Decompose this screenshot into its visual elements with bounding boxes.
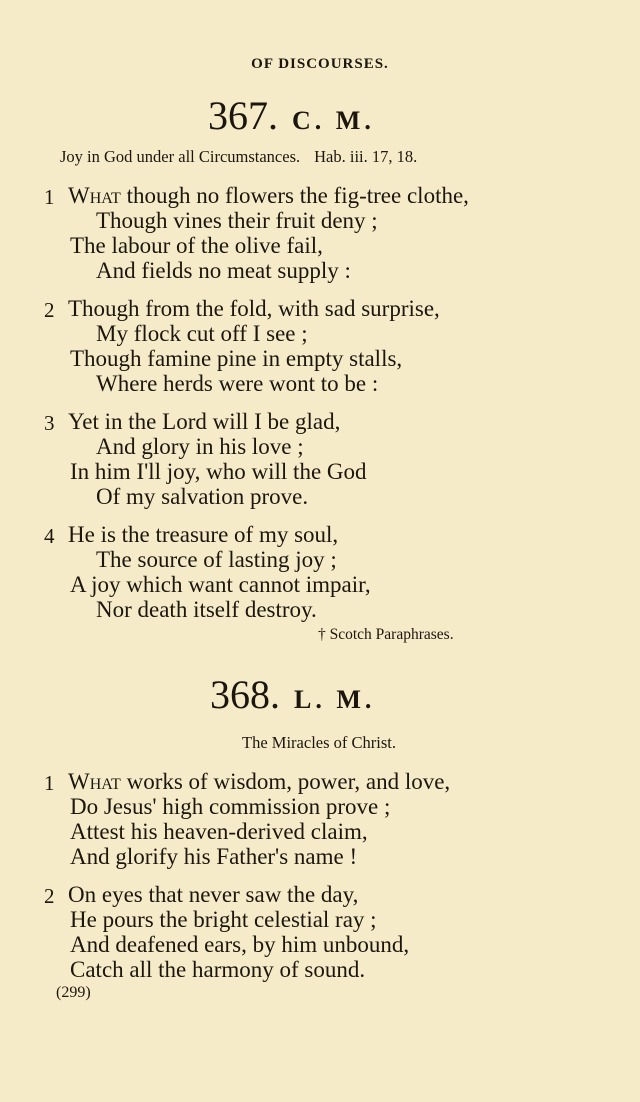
verse-line: And deafened ears, by him unbound, <box>70 932 410 957</box>
verse-line: And fields no meat supply : <box>96 258 351 283</box>
verse-number: 1 <box>44 771 55 795</box>
verse-line: Of my salvation prove. <box>96 484 309 509</box>
verse-line: Do Jesus' high commission prove ; <box>70 794 391 819</box>
hymn-title: Joy in God under all Circumstances. <box>60 147 301 166</box>
verse-line: Yet in the Lord will I be glad, <box>68 409 341 434</box>
hymn-attribution: † Scotch Paraphrases. <box>318 626 454 643</box>
verse-first-word: What <box>68 769 121 794</box>
verse-line: He pours the bright celestial ray ; <box>70 907 377 932</box>
hymn-meter: L. M. <box>294 685 376 714</box>
scripture-reference: Hab. iii. 17, 18. <box>314 147 418 166</box>
verse-line: The source of lasting joy ; <box>96 547 337 572</box>
verse-line: In him I'll joy, who will the God <box>70 459 367 484</box>
running-head: OF DISCOURSES. <box>251 56 389 72</box>
hymn-meter: C. M. <box>292 106 375 135</box>
hymn-subtitle <box>0 733 580 753</box>
verse-line: And glorify his Father's name ! <box>70 844 358 869</box>
verse-line: The labour of the olive fail, <box>70 233 323 258</box>
hymn-subtitle <box>60 147 417 167</box>
verse-number: 3 <box>44 411 55 435</box>
hymn-heading <box>210 671 375 718</box>
verse-first-word: What <box>68 183 121 208</box>
verse-line: What though no flowers the fig-tree clothe, <box>68 183 469 208</box>
verse-number: 1 <box>44 185 55 209</box>
verse-line: My flock cut off I see ; <box>96 321 308 346</box>
verse-line: A joy which want cannot impair, <box>70 572 371 597</box>
page-number: (299) <box>56 984 91 1001</box>
verse-line: Though from the fold, with sad surprise, <box>68 296 440 321</box>
verse-line: Though famine pine in empty stalls, <box>70 346 403 371</box>
verse-line: On eyes that never saw the day, <box>68 882 359 907</box>
hymn-number: 367. <box>208 93 278 138</box>
verse-line: What works of wisdom, power, and love, <box>68 769 451 794</box>
hymn-title: The Miracles of Christ. <box>242 733 396 752</box>
verse-line: He is the treasure of my soul, <box>68 522 339 547</box>
verse-number: 2 <box>44 298 55 322</box>
verse-line: Catch all the harmony of sound. <box>70 957 366 982</box>
verse-line: Attest his heaven-derived claim, <box>70 819 368 844</box>
verse-line: Nor death itself destroy. <box>96 597 317 622</box>
verse-number: 2 <box>44 884 55 908</box>
hymn-heading <box>208 92 375 139</box>
hymn-number: 368. <box>210 672 280 717</box>
verse-line: Though vines their fruit deny ; <box>96 208 378 233</box>
verse-line: And glory in his love ; <box>96 434 304 459</box>
verse-number: 4 <box>44 524 55 548</box>
verse-line: Where herds were wont to be : <box>96 371 379 396</box>
